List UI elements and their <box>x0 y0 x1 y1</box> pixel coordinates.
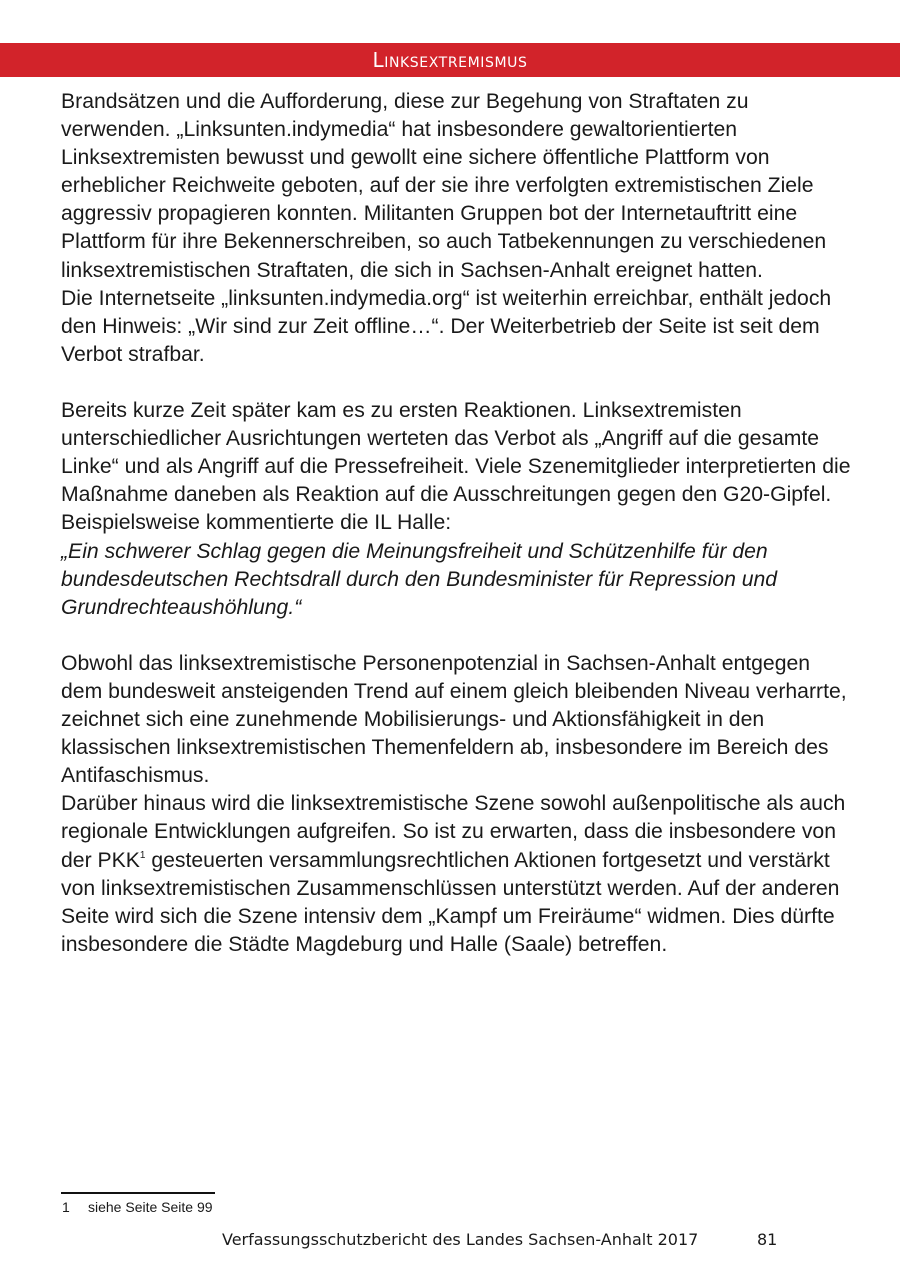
footnote-text: siehe Seite Seite 99 <box>88 1199 213 1215</box>
paragraph <box>61 790 851 959</box>
quotation: „Ein schwerer Schlag gegen die Meinungsfreiheit und Schützenhilfe für den bundesdeutschen Rechtsdrall durch den Bundesminister für Repression und Grundrechteaushöhlung.“ <box>61 539 778 619</box>
paragraph-text: gesteuerten versammlungsrechtlichen Aktionen fortgesetzt und verstärkt von linksextremistischen Zusammenschlüssen unterstützt werden. Auf der anderen Seite wird sich die Szene intensiv dem „Kampf um Freiräume“ widmen. Dies dürfte insbesondere die Städte Magdeburg und Halle (Saale) betreffen. <box>61 848 840 956</box>
paragraph: Brandsätzen und die Aufforderung, diese zur Begehung von Straftaten zu verwenden. „Linksunten.indymedia“ hat insbesondere gewaltorientierten Linksextremisten bewusst und gewollt eine sichere öffentliche Plattform von erheblicher Reichweite geboten, auf der sie ihre verfolgten extremistischen Ziele aggressiv propagieren konnten. Militanten Gruppen bot der Internetauftritt eine Plattform für ihre Bekennerschreiben, so auch Tatbekennungen zu verschiedenen linksextremistischen Straftaten, die sich in Sachsen-Anhalt ereignet hatten. <box>61 90 827 282</box>
footnote-number: 1 <box>62 1199 70 1215</box>
page-number: 81 <box>757 1230 778 1249</box>
paragraph: Bereits kurze Zeit später kam es zu ersten Reaktionen. Linksextremisten unterschiedlicher Ausrichtungen werteten das Verbot als „Angriff auf die gesamte Linke“ und als Angriff auf die Pressefreiheit. Viele Szenemitglieder interpretierten die Maßnahme daneben als Reaktion auf die Ausschreitungen gegen den G20-Gipfel. Beispielsweise kommentierte die IL Halle: <box>61 399 851 535</box>
footnote-reference[interactable]: 1 <box>139 849 146 861</box>
section-title: Linksextremismus <box>372 48 528 72</box>
paragraph: Die Internetseite „linksunten.indymedia.org“ ist weiterhin erreichbar, enthält jedoch den Hinweis: „Wir sind zur Zeit offline…“. Der Weiterbetrieb der Seite ist seit dem Verbot strafbar. <box>61 286 832 366</box>
paragraph-text: Darüber hinaus wird die linksextremistische Szene sowohl außenpolitische als auch regionale Entwicklungen aufgreifen. So ist zu erwarten, dass die insbesondere von der PKK <box>61 792 846 872</box>
paragraph: Obwohl das linksextremistische Personenpotenzial in Sachsen-Anhalt entgegen dem bundesweit ansteigenden Trend auf einem gleich bleibenden Niveau verharrte, zeichnet sich eine zunehmende Mobilisierungs- und Aktionsfähigkeit in den klassischen linksextremistischen Themenfeldern ab, insbesondere im Bereich des Antifaschismus. <box>61 651 847 788</box>
footnote-divider <box>61 1192 215 1194</box>
section-header-bar <box>0 43 900 77</box>
footer-title: Verfassungsschutzbericht des Landes Sachsen-Anhalt 2017 <box>222 1230 699 1249</box>
body-text <box>61 88 851 959</box>
footnote <box>62 1198 213 1216</box>
